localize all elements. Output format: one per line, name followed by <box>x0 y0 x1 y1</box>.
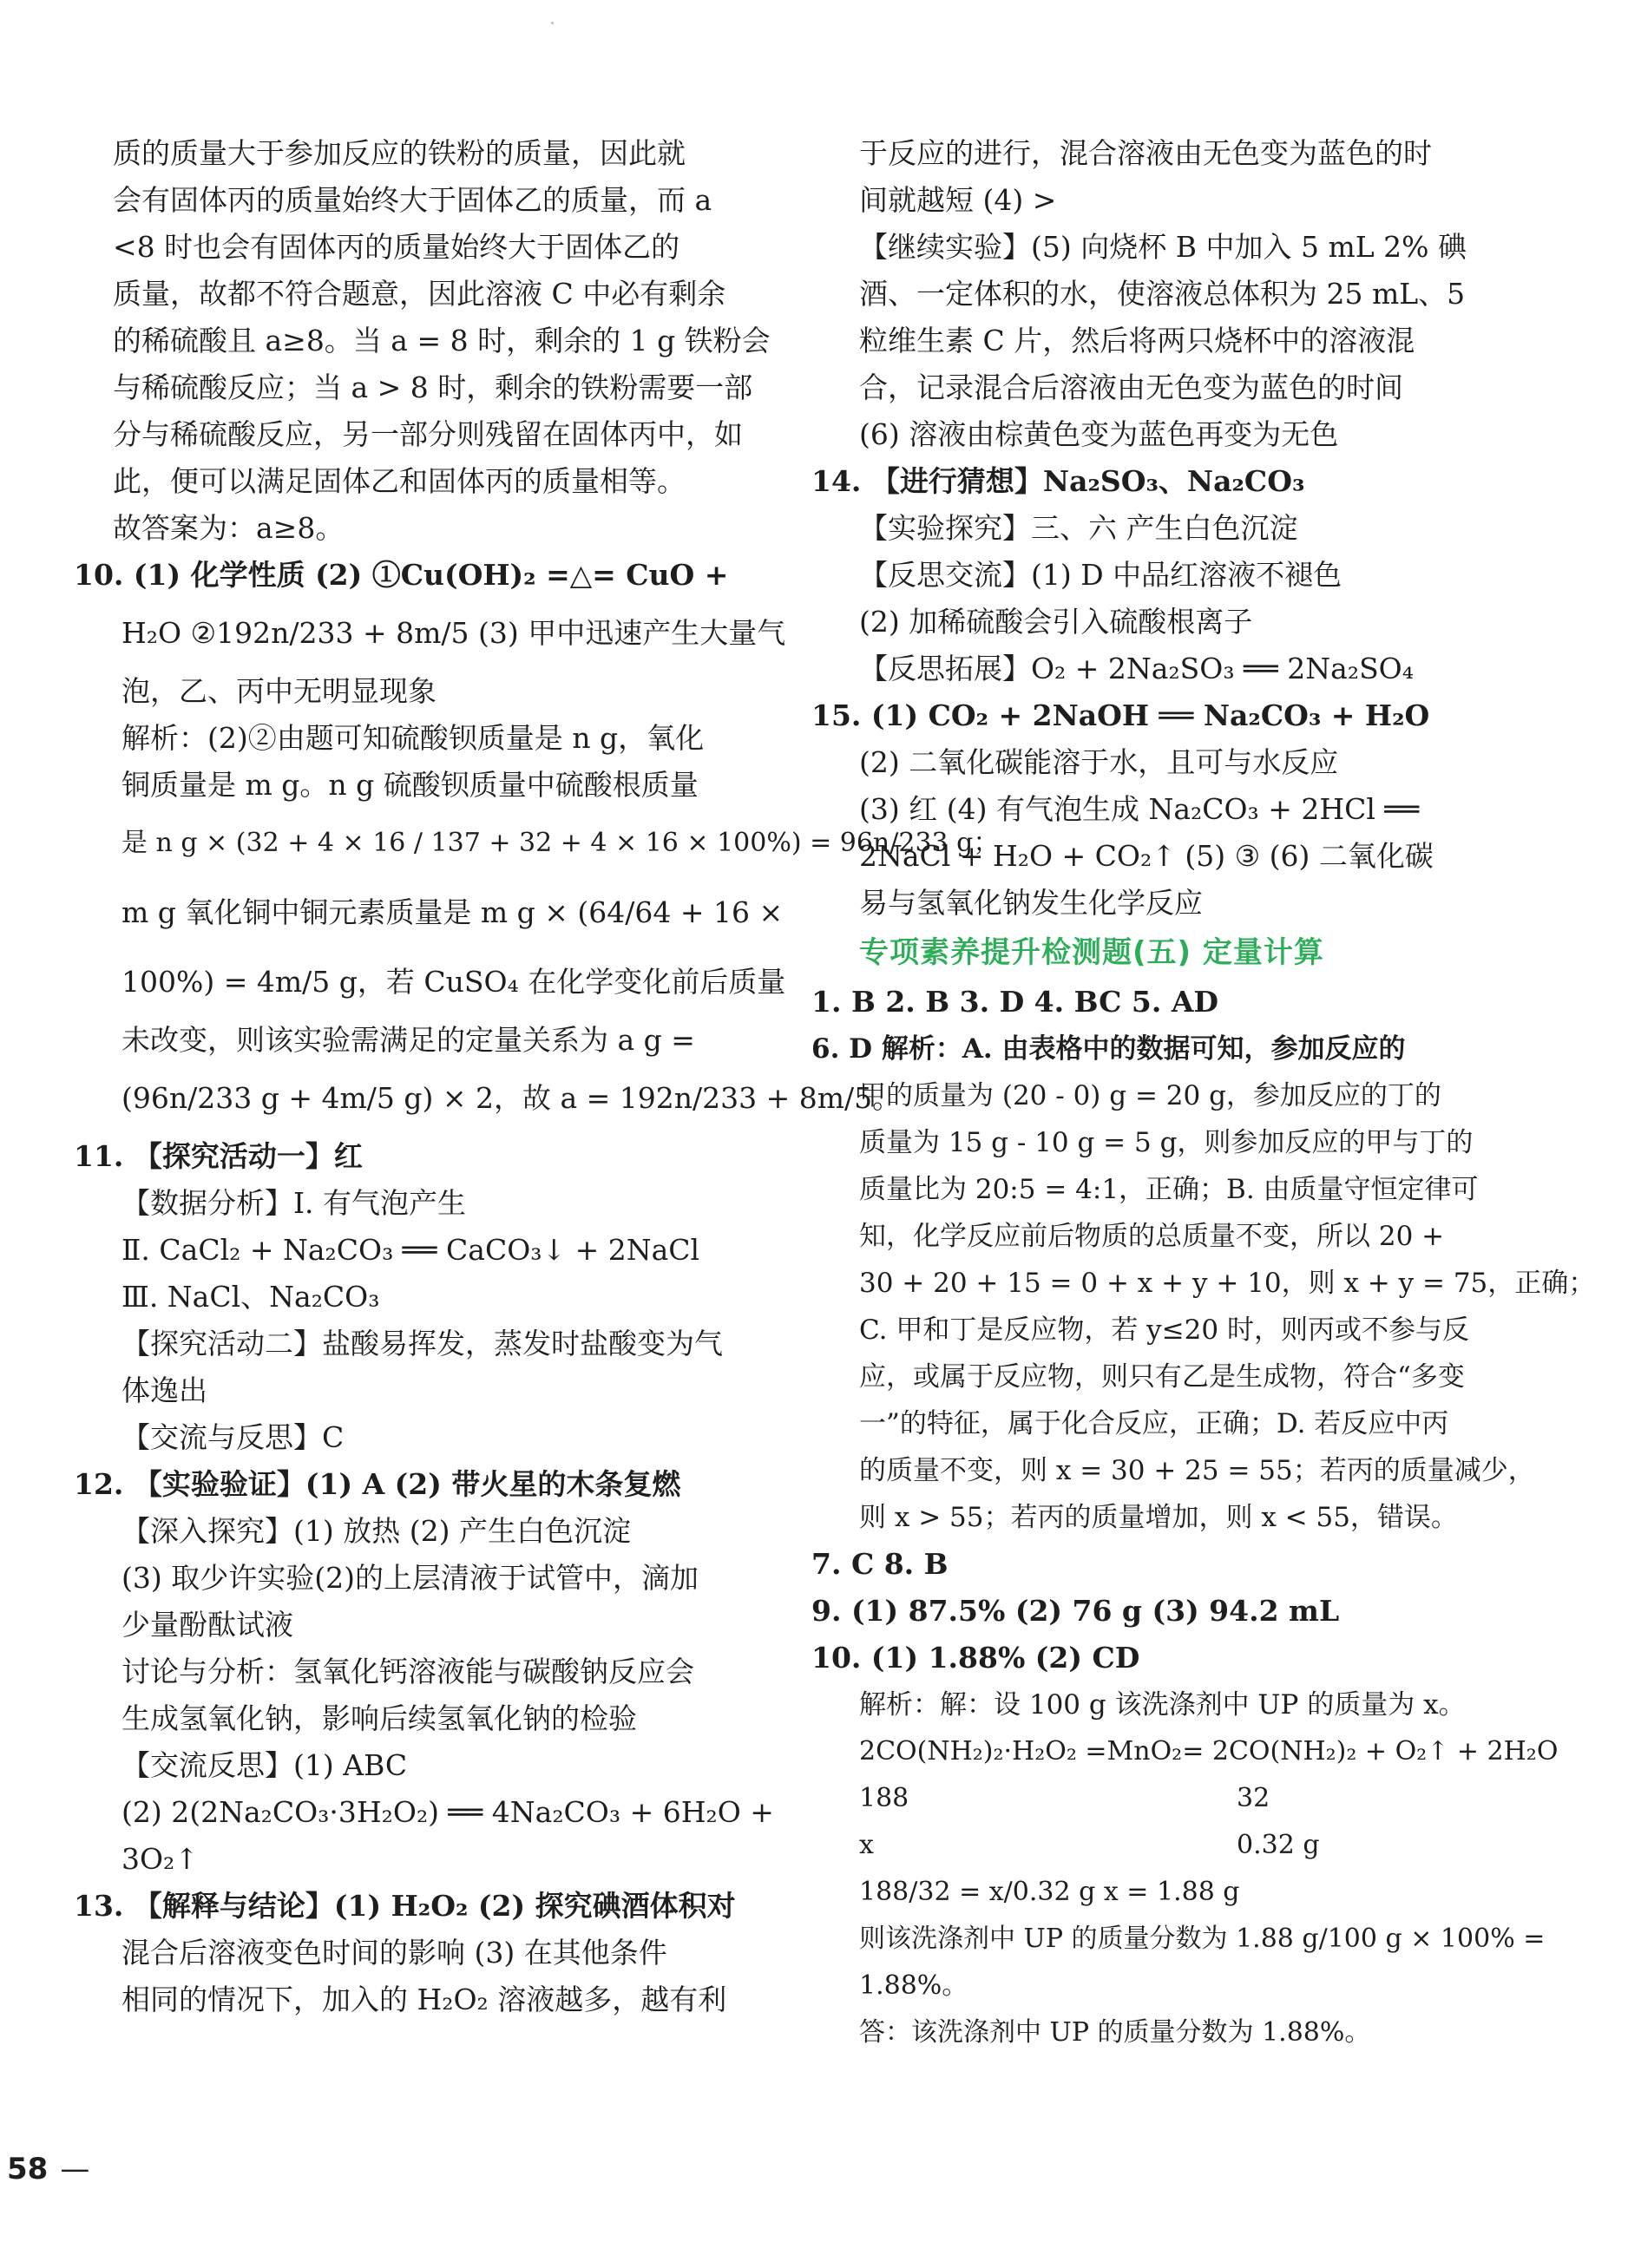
calc-line: 188/32 = x/0.32 g x = 1.88 g <box>859 1877 1240 1907</box>
text-line: (6) 溶液由棕黄色变为蓝色再变为无色 <box>859 417 1339 451</box>
calc-value: 188 <box>859 1783 909 1813</box>
page-number: 58 <box>7 2152 49 2186</box>
text-line: 铜质量是 m g。n g 硫酸钡质量中硫酸根质量 <box>121 768 699 802</box>
text-line: 100%) = 4m/5 g，若 CuSO₄ 在化学变化前后质量 <box>121 965 786 999</box>
text-line: 此，便可以满足固体乙和固体丙的质量相等。 <box>113 464 686 498</box>
text-line: 是 n g × (32 + 4 × 16 / 137 + 32 + 4 × 16 × 100%) = 96n/233 g； <box>121 828 1000 858</box>
text-line: 【反思拓展】O₂ + 2Na₂SO₃ ══ 2Na₂SO₄ <box>859 652 1414 685</box>
text-line: 【深入探究】(1) 放热 (2) 产生白色沉淀 <box>121 1514 631 1548</box>
text-line: 的质量不变，则 x = 30 + 25 = 55；若丙的质量减少， <box>859 1455 1535 1486</box>
text-line: 质量比为 20:5 = 4:1，正确；B. 由质量守恒定律可 <box>859 1174 1479 1205</box>
text-line: 质的质量大于参加反应的铁粉的质量，因此就 <box>113 136 686 170</box>
analysis-line: 解析：(2)②由题可知硫酸钡质量是 n g，氧化 <box>121 721 705 755</box>
calc-line: 则该洗涤剂中 UP 的质量分数为 1.88 g/100 g × 100% = <box>859 1924 1546 1954</box>
answers-7-8: 7. C 8. B <box>811 1547 949 1581</box>
text-line: 于反应的进行，混合溶液由无色变为蓝色的时 <box>859 136 1432 170</box>
text-line: 3O₂↑ <box>121 1842 199 1876</box>
text-line: (2) 加稀硫酸会引入硫酸根离子 <box>859 605 1253 639</box>
answer-11: 11. 【探究活动一】红 <box>74 1139 363 1173</box>
calc-value: x <box>859 1830 874 1860</box>
text-line: 故答案为：a≥8。 <box>113 511 345 545</box>
text-line: 一”的特征，属于化合反应，正确；D. 若反应中丙 <box>859 1408 1449 1439</box>
text-line: 粒维生素 C 片，然后将两只烧杯中的溶液混 <box>859 324 1415 357</box>
text-line: 体逸出 <box>121 1373 207 1407</box>
text-line: 间就越短 (4) > <box>859 183 1057 217</box>
right-column <box>811 130 1596 2056</box>
text-line: 生成氢氧化钠，影响后续氢氧化钠的检验 <box>121 1701 637 1735</box>
answer-9: 9. (1) 87.5% (2) 76 g (3) 94.2 mL <box>811 1594 1340 1628</box>
text-line: H₂O ②192n/233 + 8m/5 (3) 甲中迅速产生大量气 <box>121 616 786 650</box>
text-line: (3) 取少许实验(2)的上层清液于试管中，滴加 <box>121 1561 699 1595</box>
page-footer <box>0 2152 89 2186</box>
answer-10-calc: 10. (1) 1.88% (2) CD <box>811 1641 1140 1675</box>
text-line: (3) 红 (4) 有气泡生成 Na₂CO₃ + 2HCl ══ <box>859 792 1420 826</box>
text-line: 相同的情况下，加入的 H₂O₂ 溶液越多，越有利 <box>121 1983 727 2016</box>
answer-14: 14. 【进行猜想】Na₂SO₃、Na₂CO₃ <box>811 464 1305 498</box>
text-line: 2NaCl + H₂O + CO₂↑ (5) ③ (6) 二氧化碳 <box>859 839 1434 873</box>
text-line: 甲的质量为 (20 - 0) g = 20 g，参加反应的丁的 <box>859 1080 1441 1111</box>
section-heading: 专项素养提升检测题(五) 定量计算 <box>859 935 1324 970</box>
text-line: 【探究活动二】盐酸易挥发，蒸发时盐酸变为气 <box>121 1327 723 1360</box>
page-dot <box>551 22 554 24</box>
answer-6: 6. D 解析：A. 由表格中的数据可知，参加反应的 <box>811 1033 1406 1065</box>
calc-value: 32 <box>1237 1783 1270 1813</box>
text-line: (2) 2(2Na₂CO₃·3H₂O₂) ══ 4Na₂CO₃ + 6H₂O + <box>121 1795 774 1829</box>
answer-10: 10. (1) 化学性质 (2) ①Cu(OH)₂ =△= CuO + <box>74 558 729 592</box>
text-line: m g 氧化铜中铜元素质量是 m g × (64/64 + 16 × <box>121 895 784 929</box>
calc-line: 1.88%。 <box>859 1970 968 2001</box>
text-line: 则 x > 55；若丙的质量增加，则 x < 55，错误。 <box>859 1502 1458 1533</box>
text-line: 【实验探究】三、六 产生白色沉淀 <box>859 511 1298 545</box>
text-line: 混合后溶液变色时间的影响 (3) 在其他条件 <box>121 1936 667 1970</box>
calc-row <box>811 1822 1454 1869</box>
text-line: 未改变，则该实验需满足的定量关系为 a g = <box>121 1023 695 1057</box>
calc-row <box>811 1775 1454 1822</box>
text-line: 易与氢氧化钠发生化学反应 <box>859 886 1203 920</box>
text-line: 知，化学反应前后物质的总质量不变，所以 20 + <box>859 1221 1445 1252</box>
text-line: 讨论与分析：氢氧化钙溶液能与碳酸钠反应会 <box>121 1655 694 1688</box>
text-line: 【交流反思】(1) ABC <box>121 1748 408 1782</box>
text-line: 30 + 20 + 15 = 0 + x + y + 10，则 x + y = 75，正确； <box>859 1268 1596 1299</box>
text-line: 【反思交流】(1) D 中品红溶液不褪色 <box>859 558 1342 592</box>
answers-1-5: 1. B 2. B 3. D 4. BC 5. AD <box>811 985 1219 1019</box>
text-line: Ⅲ. NaCl、Na₂CO₃ <box>121 1280 380 1314</box>
footer-dash: — <box>60 2152 90 2186</box>
text-line: Ⅱ. CaCl₂ + Na₂CO₃ ══ CaCO₃↓ + 2NaCl <box>121 1233 700 1267</box>
text-line: (96n/233 g + 4m/5 g) × 2，故 a = 192n/233 + 8m/5。 <box>121 1081 902 1115</box>
text-line: 质量为 15 g - 10 g = 5 g，则参加反应的甲与丁的 <box>859 1127 1474 1158</box>
text-line: 应，或属于反应物，则只有乙是生成物，符合“多变 <box>859 1361 1465 1393</box>
text-line: 泡，乙、丙中无明显现象 <box>121 674 437 708</box>
answer-15: 15. (1) CO₂ + 2NaOH ══ Na₂CO₃ + H₂O <box>811 698 1430 732</box>
text-line: 与稀硫酸反应；当 a > 8 时，剩余的铁粉需要一部 <box>113 370 753 404</box>
equation-line: 2CO(NH₂)₂·H₂O₂ =MnO₂= 2CO(NH₂)₂ + O₂↑ + 2H₂O <box>859 1736 1559 1767</box>
text-line: 少量酚酞试液 <box>121 1608 293 1642</box>
text-line: 质量，故都不符合题意，因此溶液 C 中必有剩余 <box>113 277 726 311</box>
text-line: <8 时也会有固体丙的质量始终大于固体乙的 <box>113 230 680 264</box>
answer-line: 答：该洗涤剂中 UP 的质量分数为 1.88%。 <box>859 2017 1371 2048</box>
text-line: 【交流与反思】C <box>121 1420 345 1454</box>
text-line: 合，记录混合后溶液由无色变为蓝色的时间 <box>859 370 1403 404</box>
text-line: 【继续实验】(5) 向烧杯 B 中加入 5 mL 2% 碘 <box>859 230 1467 264</box>
text-line: 酒、一定体积的水，使溶液总体积为 25 mL、5 <box>859 277 1466 311</box>
answer-13: 13. 【解释与结论】(1) H₂O₂ (2) 探究碘酒体积对 <box>74 1889 736 1923</box>
answer-12: 12. 【实验验证】(1) A (2) 带火星的木条复燃 <box>74 1467 681 1501</box>
text-line: 的稀硫酸且 a≥8。当 a = 8 时，剩余的 1 g 铁粉会 <box>113 324 771 357</box>
text-line: (2) 二氧化碳能溶于水，且可与水反应 <box>859 745 1339 779</box>
text-line: 【数据分析】Ⅰ. 有气泡产生 <box>121 1186 467 1220</box>
calc-value: 0.32 g <box>1237 1830 1320 1860</box>
analysis-line: 解析：解：设 100 g 该洗涤剂中 UP 的质量为 x。 <box>859 1689 1466 1721</box>
text-line: 会有固体丙的质量始终大于固体乙的质量，而 a <box>113 183 712 217</box>
text-line: 分与稀硫酸反应，另一部分则残留在固体丙中，如 <box>113 417 743 451</box>
text-line: C. 甲和丁是反应物，若 y≤20 时，则丙或不参与反 <box>859 1314 1469 1346</box>
